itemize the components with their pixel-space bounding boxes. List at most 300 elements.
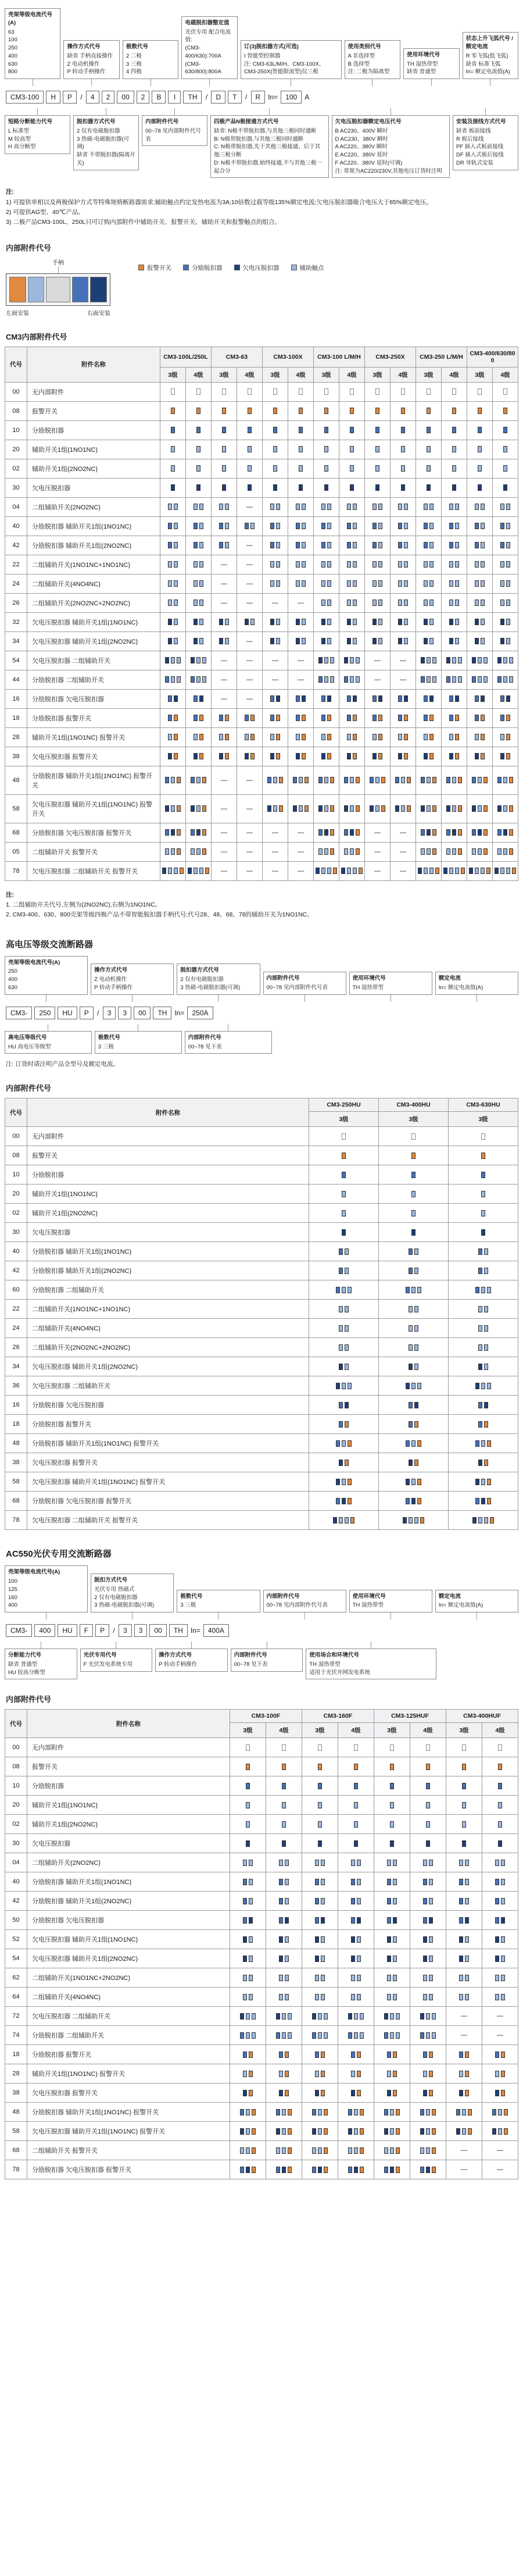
cell-availability: [237, 747, 262, 766]
accessory-mark-icon: [478, 1364, 482, 1370]
accessory-mark-icon: [512, 868, 516, 874]
accessory-mark-icon: [353, 734, 357, 740]
cell-availability: [313, 689, 339, 708]
cell-availability: [339, 842, 364, 861]
cell-availability: [339, 536, 364, 555]
accessory-mark-icon: [429, 1936, 433, 1943]
accessory-mark-icon: [171, 657, 175, 663]
cell-availability: [449, 1204, 518, 1223]
accessory-mark-icon: [429, 1994, 433, 2000]
cell-availability: [493, 794, 518, 823]
cell-availability: [374, 1757, 410, 1776]
accessory-mark-icon: [249, 1917, 253, 1924]
accessory-mark-icon: [449, 504, 453, 510]
cell-availability: —: [211, 823, 237, 842]
accessory-mark-icon: [372, 561, 377, 568]
accessory-mark-icon: [327, 619, 331, 625]
accessory-mark-icon: [384, 2109, 388, 2115]
cell-availability: [364, 574, 390, 593]
table-title: 内部附件代号: [6, 1084, 52, 1093]
cell-availability: [211, 382, 237, 401]
accessory-mark-icon: [279, 1917, 283, 1924]
accessory-mark-icon: [390, 2013, 394, 2020]
accessory-mark-icon: [484, 1268, 488, 1274]
cell-availability: [374, 2064, 410, 2083]
accessory-mark-icon: [196, 388, 200, 395]
callout-line: 2 仅有电磁脱扣器: [94, 1594, 138, 1601]
cell-availability: [467, 478, 493, 497]
accessory-mark-icon: [472, 829, 476, 836]
callout-title: 壳架等级电流代号(A): [8, 12, 53, 26]
cell-availability: [449, 1511, 518, 1530]
accessory-mark-icon: [222, 465, 226, 472]
cell-code: 38: [5, 2083, 27, 2103]
accessory-mark-icon: [342, 1229, 346, 1236]
cell-availability: [237, 420, 262, 440]
cell-availability: [410, 1815, 446, 1834]
column-header-poles: 4级: [185, 367, 211, 382]
cell-availability: [262, 747, 288, 766]
callout-lines: [267, 1601, 343, 1610]
accessory-mark-icon: [393, 1956, 397, 1962]
cell-availability: [442, 766, 467, 794]
callout-line: A 非选择型: [348, 52, 375, 59]
accessory-mark-icon: [276, 715, 280, 721]
accessory-mark-icon: [270, 753, 274, 759]
callout-title: 脱扣方式代号: [94, 1577, 128, 1584]
cell-availability: [493, 440, 518, 459]
accessory-mark-icon: [312, 2013, 316, 2020]
cell-availability: —: [288, 842, 313, 861]
cell-availability: [493, 747, 518, 766]
callout-line: 2 二极: [126, 52, 142, 59]
accessory-mark-icon: [462, 2109, 466, 2115]
callout-line: 3 三极: [126, 60, 142, 67]
cell-availability: [262, 459, 288, 478]
accessory-mark-icon: [478, 484, 482, 491]
accessory-mark-icon: [177, 676, 181, 683]
model-segment: 250A: [187, 1007, 213, 1019]
cell-name: 欠电压脱扣器 报警开关: [27, 747, 160, 766]
accessory-mark-icon: [347, 734, 351, 740]
callout-line: Z 电动机操作: [94, 976, 127, 983]
accessory-mark-icon: [285, 2051, 289, 2058]
accessory-mark-icon: [168, 868, 172, 874]
cell-availability: [379, 1415, 449, 1434]
accessory-mark-icon: [276, 734, 280, 740]
cell-availability: [339, 823, 364, 842]
cell-availability: [230, 2083, 266, 2103]
accessory-mark-icon: [500, 504, 504, 510]
accessory-mark-icon: [478, 1344, 482, 1351]
cell-availability: [313, 842, 339, 861]
accessory-mark-icon: [481, 1229, 485, 1236]
cell-code: 24: [5, 574, 27, 593]
accessory-mark-icon: [462, 1802, 466, 1808]
handle-pointer: [6, 258, 110, 273]
cell-availability: [313, 708, 339, 727]
accessory-mark-icon: [484, 1421, 488, 1428]
accessory-mark-icon: [321, 1898, 325, 1904]
cell-availability: [390, 574, 415, 593]
accessory-mark-icon: [267, 777, 271, 783]
accessory-mark-icon: [429, 542, 434, 548]
top-callouts: [5, 8, 518, 86]
accessory-mark-icon: [243, 1936, 247, 1943]
accessory-mark-icon: [321, 1975, 325, 1981]
cell-code: 62: [5, 1968, 27, 1988]
column-header-poles: 4级: [237, 367, 262, 382]
cell-availability: [482, 1853, 518, 1872]
cell-availability: [446, 2083, 482, 2103]
column-header-product: CM3-400HUF: [446, 1710, 518, 1723]
accessory-mark-icon: [421, 777, 425, 783]
cell-availability: [374, 1911, 410, 1930]
cell-availability: [449, 1453, 518, 1472]
cell-code: 40: [5, 1242, 27, 1261]
cell-availability: [288, 574, 313, 593]
model-segment: 400: [34, 1624, 55, 1637]
callout-lines: [185, 28, 234, 77]
accessory-mark-icon: [478, 408, 482, 414]
callout-title: 操作方式代号: [94, 967, 128, 974]
accessory-mark-icon: [240, 2147, 244, 2154]
cell-availability: [338, 2083, 374, 2103]
accessory-mark-icon: [509, 777, 513, 783]
accessory-mark-icon: [270, 734, 274, 740]
table-row: [5, 1357, 518, 1376]
accessory-mark-icon: [174, 695, 178, 702]
cell-code: 16: [5, 1396, 27, 1415]
cell-availability: [374, 1872, 410, 1892]
cell-availability: [211, 612, 237, 631]
callout: [241, 8, 342, 86]
accessory-mark-icon: [475, 1383, 479, 1389]
model-number: [5, 86, 518, 108]
accessory-mark-icon: [282, 2013, 286, 2020]
column-header-code: 代号: [5, 347, 27, 382]
accessory-mark-icon: [248, 446, 252, 452]
accessory-mark-icon: [353, 695, 357, 702]
cell-availability: [442, 459, 467, 478]
cell-name: 分励脱扣器 欠电压脱扣器: [27, 1911, 230, 1930]
callout-line: TH 湿热带型: [352, 984, 384, 991]
column-header-poles: 4级: [390, 367, 415, 382]
cell-name: 二组辅助开关(1NO1NC+2NO2NC): [27, 1968, 230, 1988]
column-header-product: CM3-63: [211, 347, 262, 367]
accessory-mark-icon: [501, 2071, 505, 2077]
cell-availability: [339, 440, 364, 459]
accessory-mark-icon: [411, 1172, 415, 1178]
table-row: [5, 1376, 518, 1396]
accessory-mark-icon: [396, 2167, 400, 2173]
callout-line: In= 额定电流值(A): [438, 1602, 483, 1609]
column-header-poles: 4级: [338, 1723, 374, 1738]
accessory-mark-icon: [475, 523, 479, 529]
accessory-mark-icon: [481, 1191, 485, 1197]
cell-code: 30: [5, 1834, 27, 1853]
accessory-mark-icon: [501, 1956, 505, 1962]
cell-availability: [416, 440, 442, 459]
accessory-mark-icon: [196, 829, 200, 836]
cell-availability: [266, 1776, 302, 1796]
accessory-mark-icon: [426, 2109, 430, 2115]
accessory-mark-icon: [205, 868, 209, 874]
accessory-mark-icon: [296, 561, 300, 568]
cell-code: 18: [5, 708, 27, 727]
accessory-mark-icon: [339, 1517, 343, 1524]
callout-title: 使用环境代号: [352, 1593, 386, 1600]
accessory-mark-icon: [171, 427, 175, 433]
table-row: [5, 1776, 518, 1796]
accessory-mark-icon: [481, 1498, 485, 1504]
accessory-mark-icon: [509, 805, 513, 812]
accessory-mark-icon: [174, 523, 178, 529]
accessory-mark-icon: [282, 2147, 286, 2154]
note-line: 1) 可提供单相以及两极保护方式等特殊规格断路器需求;辅助触点约定发热电流为3A;10倍数过载等级135%额定电流;欠电压脱扣器吸合电压大于85%额定电压。: [6, 198, 432, 206]
accessory-mark-icon: [378, 638, 382, 644]
accessory-mark-icon: [481, 638, 485, 644]
accessory-mark-icon: [387, 1860, 391, 1866]
accessory-mark-icon: [353, 561, 357, 568]
accessory-mark-icon: [321, 1936, 325, 1943]
cell-code: 64: [5, 1988, 27, 2007]
accessory-mark-icon: [191, 848, 195, 855]
accessory-mark-icon: [354, 2128, 358, 2135]
accessory-mark-icon: [498, 1744, 502, 1751]
accessory-mark-icon: [288, 2109, 292, 2115]
column-header-product: CM3-100X: [262, 347, 313, 367]
accessory-mark-icon: [342, 1172, 346, 1178]
accessory-mark-icon: [347, 868, 351, 874]
accessory-mark-icon: [171, 408, 175, 414]
accessory-mark-icon: [446, 848, 450, 855]
accessory-mark-icon: [378, 561, 382, 568]
accessory-mark-icon: [196, 676, 200, 683]
accessory-mark-icon: [351, 1975, 355, 1981]
cell-availability: [160, 382, 185, 401]
cell-availability: [266, 2141, 302, 2160]
accessory-mark-icon: [315, 1975, 319, 1981]
column-header-poles: 3级: [313, 367, 339, 382]
accessory-mark-icon: [347, 580, 351, 587]
cell-name: 报警开关: [27, 1757, 230, 1776]
section-title: AC550光伏专用交流断路器: [6, 1549, 112, 1560]
cell-availability: [446, 1796, 482, 1815]
cell-availability: [185, 861, 211, 880]
accessory-mark-icon: [498, 1821, 502, 1828]
accessory-mark-icon: [472, 777, 476, 783]
note-line: 1. 二组辅助开关代号,左侧为(2NO2NC),右侧为1NO1NC。: [6, 901, 162, 909]
cell-availability: [442, 593, 467, 612]
cell-availability: [449, 1223, 518, 1242]
cell-availability: [416, 842, 442, 861]
accessory-mark-icon: [462, 1783, 466, 1789]
callout-lines: [8, 28, 57, 77]
accessory-mark-icon: [432, 805, 436, 812]
accessory-mark-icon: [481, 561, 485, 568]
accessory-mark-icon: [345, 1325, 349, 1332]
accessory-mark-icon: [509, 829, 513, 836]
model-segment: 00: [134, 1007, 151, 1019]
accessory-mark-icon: [481, 504, 485, 510]
accessory-mark-icon: [353, 619, 357, 625]
cell-availability: [364, 420, 390, 440]
cell-code: 04: [5, 1853, 27, 1872]
cell-code: 00: [5, 382, 27, 401]
accessory-mark-icon: [276, 638, 280, 644]
cell-availability: [266, 1757, 302, 1776]
handle-label: 手柄: [52, 259, 64, 266]
accessory-mark-icon: [276, 2109, 280, 2115]
cell-availability: [374, 1988, 410, 2007]
accessory-mark-icon: [432, 2128, 436, 2135]
accessory-mark-icon: [315, 1936, 319, 1943]
accessory-mark-icon: [245, 753, 249, 759]
accessory-mark-icon: [372, 600, 377, 606]
accessory-mark-icon: [202, 657, 206, 663]
accessory-mark-icon: [339, 1402, 343, 1408]
accessory-mark-icon: [478, 848, 482, 855]
accessory-mark-icon: [324, 777, 328, 783]
callout-line: 3 三极: [180, 1602, 196, 1609]
cell-availability: [230, 2064, 266, 2083]
cell-availability: [410, 2103, 446, 2122]
cell-availability: [364, 747, 390, 766]
accessory-mark-icon: [240, 2128, 244, 2135]
accessory-mark-icon: [500, 715, 504, 721]
accessory-mark-icon: [398, 561, 402, 568]
accessory-mark-icon: [336, 1287, 340, 1293]
cell-availability: [379, 1492, 449, 1511]
callout-line: TH 湿热带型: [352, 1602, 384, 1609]
cell-availability: [449, 1357, 518, 1376]
accessory-mark-icon: [424, 600, 428, 606]
callout-line: 100: [8, 37, 17, 44]
cell-availability: [467, 516, 493, 536]
accessory-mark-icon: [270, 715, 274, 721]
accessory-mark-icon: [318, 2128, 322, 2135]
cell-availability: [339, 651, 364, 670]
cell-availability: [237, 516, 262, 536]
accessory-mark-icon: [199, 600, 203, 606]
callout-title: 分断能力代号: [8, 1652, 42, 1659]
accessory-mark-icon: [302, 638, 306, 644]
accessory-mark-icon: [246, 1764, 250, 1770]
callout-box: [453, 115, 518, 170]
cell-availability: [309, 1319, 379, 1338]
callout-box: [142, 115, 207, 146]
accessory-mark-icon: [458, 848, 462, 855]
accessory-mark-icon: [351, 1917, 355, 1924]
accessory-mark-icon: [196, 777, 200, 783]
accessory-mark-icon: [503, 388, 507, 395]
cell-availability: [390, 708, 415, 727]
cell-availability: [262, 612, 288, 631]
accessory-mark-icon: [282, 2167, 286, 2173]
accessory-mark-icon: [393, 1879, 397, 1885]
callout: [95, 1024, 182, 1054]
accessory-mark-icon: [495, 1975, 499, 1981]
accessory-mark-icon: [429, 504, 434, 510]
accessory-mark-icon: [246, 2109, 250, 2115]
accessory-mark-icon: [503, 427, 507, 433]
accessory-mark-icon: [432, 2032, 436, 2039]
accessory-mark-icon: [498, 1764, 502, 1770]
cell-availability: [416, 420, 442, 440]
accessory-mark-icon: [461, 868, 465, 874]
cell-code: 02: [5, 459, 27, 478]
accessory-mark-icon: [252, 2147, 256, 2154]
accessory-mark-icon: [243, 1975, 247, 1981]
accessory-mark-icon: [390, 2147, 394, 2154]
accessory-mark-icon: [481, 753, 485, 759]
accessory-mark-icon: [387, 1994, 391, 2000]
accessory-mark-icon: [246, 2167, 250, 2173]
callout-lines: [267, 984, 343, 992]
cell-availability: [313, 555, 339, 574]
accessory-mark-icon: [449, 638, 453, 644]
cell-availability: [313, 420, 339, 440]
column-header-poles: 4级: [288, 367, 313, 382]
accessory-mark-icon: [423, 1936, 427, 1943]
column-header-poles: 4级: [493, 367, 518, 382]
cell-availability: [160, 555, 185, 574]
cell-availability: [374, 1815, 410, 1834]
callout-line: 缺省 标准飞弧: [465, 60, 501, 67]
cell-availability: [313, 459, 339, 478]
cell-availability: [313, 823, 339, 842]
cell-name: 欠电压脱扣器: [27, 1223, 309, 1242]
callout-line: 160: [8, 1594, 17, 1601]
accessory-mark-icon: [495, 1879, 499, 1885]
callout: [177, 1565, 260, 1619]
cell-code: 78: [5, 861, 27, 880]
cell-availability: [449, 1184, 518, 1204]
accessory-mark-icon: [342, 1153, 346, 1159]
callout-title: 内部附件代号: [145, 119, 179, 126]
accessory-mark-icon: [506, 868, 510, 874]
accessory-mark-icon: [357, 1975, 361, 1981]
accessory-mark-icon: [222, 484, 226, 491]
accessory-mark-icon: [273, 388, 277, 395]
cell-availability: [493, 612, 518, 631]
callout-lines: [8, 1661, 74, 1677]
accessory-mark-icon: [452, 676, 456, 683]
cell-availability: —: [482, 2160, 518, 2179]
cell-availability: [313, 631, 339, 651]
accessory-mark-icon: [336, 1383, 340, 1389]
accessory-mark-icon: [429, 715, 434, 721]
cell-availability: [237, 440, 262, 459]
accessory-mark-icon: [372, 638, 377, 644]
cell-availability: [379, 1165, 449, 1184]
cell-availability: [302, 1930, 338, 1949]
accessory-mark-icon: [341, 868, 345, 874]
cell-availability: [364, 382, 390, 401]
cell-name: 分励脱扣器 欠电压脱扣器: [27, 689, 160, 708]
cell-availability: [390, 794, 415, 823]
cell-availability: [266, 2026, 302, 2045]
accessory-mark-icon: [452, 408, 456, 414]
accessory-mark-icon: [484, 1517, 488, 1524]
cell-availability: [364, 612, 390, 631]
cell-availability: [288, 689, 313, 708]
cell-code: 28: [5, 2064, 27, 2083]
cell-availability: [338, 1815, 374, 1834]
cell-availability: [302, 1853, 338, 1872]
accessory-mark-icon: [302, 734, 306, 740]
